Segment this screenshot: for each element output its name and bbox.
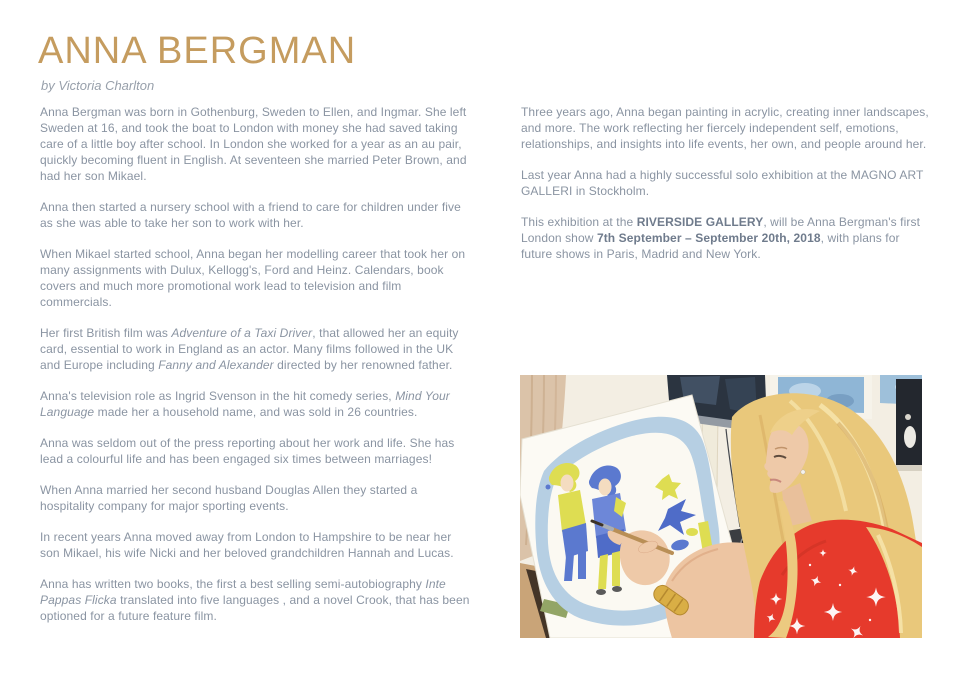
text-segment: Last year Anna had a highly successful solo exhibition at the MAGNO ART GALLERI in Stockholm. — [521, 168, 924, 198]
text-segment: translated into five languages , and a novel Crook, that has been optioned for a future feature film. — [40, 593, 470, 623]
paragraph — [40, 529, 474, 561]
paragraph — [40, 435, 474, 467]
text-segment: 7th September – September 20th, 2018 — [596, 231, 821, 245]
paragraph — [40, 199, 474, 231]
text-segment: Mind Your Language — [40, 389, 450, 419]
photo-illustration — [520, 375, 922, 638]
text-segment: , will be Anna Bergman's first London show — [521, 215, 921, 245]
paragraph — [40, 482, 474, 514]
text-segment: RIVERSIDE GALLERY — [636, 215, 764, 229]
column-right — [521, 104, 931, 277]
column-left — [40, 104, 474, 639]
text-segment: Inte Pappas Flicka — [40, 577, 446, 607]
window-frame — [892, 379, 922, 471]
page-title: ANNA BERGMAN — [38, 30, 357, 72]
paragraph — [40, 104, 474, 184]
text-segment: Anna then started a nursery school with a friend to care for children under five as she was able to take her son to work with her. — [40, 200, 461, 230]
paragraph — [521, 214, 931, 262]
photo-anna-painting — [520, 375, 922, 638]
text-segment: Three years ago, Anna began painting in acrylic, creating inner landscapes, and more. The work reflecting her fiercely independent self, emotions, relationships, and insights into life events, her own, and people around her. — [521, 105, 929, 151]
paragraph — [40, 325, 474, 373]
paragraph — [40, 246, 474, 310]
text-segment: Adventure of a Taxi Driver — [171, 326, 313, 340]
text-segment: Anna Bergman was born in Gothenburg, Sweden to Ellen, and Ingmar. She left Sweden at 16, and took the boat to London with money she had saved taking care of a little boy after school. In London she worked for a year as an au pair, quickly becoming fluent in English. At seventeen she married Peter Brown, and had her son Mikael. — [40, 105, 467, 183]
text-segment: , that allowed her an equity card, essential to work in England as an actor. Many films followed in the UK and Europe including — [40, 326, 459, 372]
text-segment: , with plans for future shows in Paris, Madrid and New York. — [521, 231, 900, 261]
text-segment: made her a household name, and was sold in 26 countries. — [94, 405, 418, 419]
paragraph — [521, 104, 931, 152]
text-segment: When Mikael started school, Anna began her modelling career that took her on many assignments with Dulux, Kellogg's, Ford and Heinz. Calendars, book covers and much more promotional work lead to television and film commercials. — [40, 247, 466, 309]
text-segment: Fanny and Alexander — [158, 358, 274, 372]
earring — [801, 470, 805, 474]
text-segment: directed by her renowned father. — [273, 358, 453, 372]
paragraph — [40, 388, 474, 420]
text-segment: Anna was seldom out of the press reporting about her work and life. She has lead a colourful life and has been engaged six times between marriages! — [40, 436, 455, 466]
paragraph — [40, 576, 474, 624]
text-segment: When Anna married her second husband Douglas Allen they started a hospitality company for major sporting events. — [40, 483, 418, 513]
byline: by Victoria Charlton — [41, 78, 155, 93]
text-segment: Her first British film was — [40, 326, 172, 340]
paragraph — [521, 167, 931, 199]
text-segment: This exhibition at the — [521, 215, 637, 229]
text-segment: Anna's television role as Ingrid Svenson in the hit comedy series, — [40, 389, 396, 403]
text-segment: In recent years Anna moved away from London to Hampshire to be near her son Mikael, his wife Nicki and her beloved grandchildren Hannah and Lucas. — [40, 530, 454, 560]
text-segment: Anna has written two books, the first a best selling semi-autobiography — [40, 577, 426, 591]
